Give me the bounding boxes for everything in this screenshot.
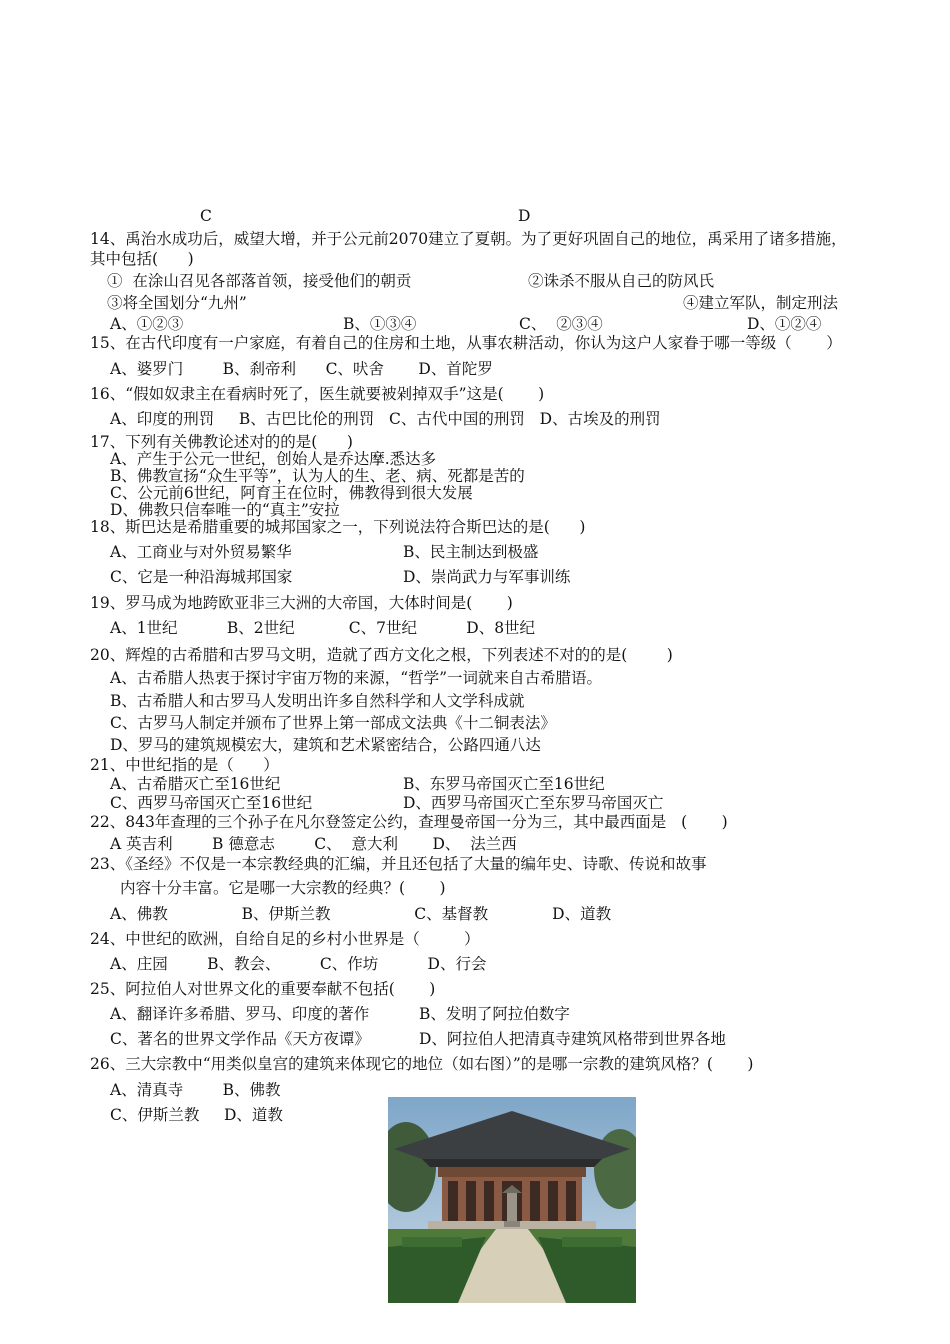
q24-stem: 24、中世纪的欧洲，自给自足的乡村小世界是（ ） (90, 930, 480, 948)
q21-option-a: A、古希腊灭亡至16世纪 (110, 775, 281, 793)
q26-options-row-1: A、清真寺 B、佛教 (110, 1081, 281, 1099)
q21-option-c: C、西罗马帝国灭亡至16世纪 (110, 794, 313, 812)
q20-option-b: B、古希腊人和古罗马人发明出许多自然科学和人文学科成就 (110, 692, 525, 710)
temple-photo (388, 1097, 636, 1303)
q25-stem: 25、阿拉伯人对世界文化的重要奉献不包括( ) (90, 980, 436, 998)
q14-statement-2: ②诛杀不服从自己的防风氏 (528, 272, 715, 290)
q22-options: A 英吉利 B 德意志 C、 意大利 D、 法兰西 (110, 835, 517, 853)
q19-stem: 19、罗马成为地跨欧亚非三大洲的大帝国，大体时间是( ) (90, 594, 513, 612)
q14-statement-1: ① 在涂山召见各部落首领，接受他们的朝贡 (107, 272, 412, 290)
q16-options: A、印度的刑罚 B、古巴比伦的刑罚 C、古代中国的刑罚 D、古埃及的刑罚 (110, 410, 661, 428)
q21-option-b: B、东罗马帝国灭亡至16世纪 (403, 775, 605, 793)
q20-option-c: C、古罗马人制定并颁布了世界上第一部成文法典《十二铜表法》 (110, 714, 556, 732)
q25-option-d: D、阿拉伯人把清真寺建筑风格带到世界各地 (419, 1030, 726, 1048)
q18-option-c: C、它是一种沿海城邦国家 (110, 568, 293, 586)
q26-options-row-2: C、伊斯兰教 D、道教 (110, 1106, 283, 1124)
q22-stem: 22、843年查理的三个孙子在凡尔登签定公约，查理曼帝国一分为三，其中最西面是 ( ) (90, 813, 728, 831)
q25-option-a: A、翻译许多希腊、罗马、印度的著作 (110, 1005, 370, 1023)
q20-option-d: D、罗马的建筑规模宏大，建筑和艺术紧密结合，公路四通八达 (110, 736, 541, 754)
q18-option-b: B、民主制达到极盛 (403, 543, 539, 561)
q14-option-a: A、①②③ (110, 315, 184, 333)
q16-stem: 16、“假如奴隶主在看病时死了，医生就要被剁掉双手”这是( ) (90, 385, 545, 403)
q20-stem: 20、辉煌的古希腊和古罗马文明，造就了西方文化之根，下列表述不对的的是( ) (90, 646, 673, 664)
q26-stem: 26、三大宗教中“用类似皇宫的建筑来体现它的地位（如右图）”的是哪一宗教的建筑风格？( ) (90, 1055, 754, 1073)
q20-option-a: A、古希腊人热衷于探讨宇宙万物的来源，“哲学”一词就来自古希腊语。 (110, 669, 603, 687)
q17-option-b: B、佛教宣扬“众生平等”，认为人的生、老、病、死都是苦的 (110, 467, 525, 485)
q18-option-a: A、工商业与对外贸易繁华 (110, 543, 292, 561)
q21-option-d: D、西罗马帝国灭亡至东罗马帝国灭亡 (403, 794, 664, 812)
option-label-c: C (200, 207, 212, 225)
q23-stem-2: 内容十分丰富。它是哪一大宗教的经典？( ) (120, 879, 446, 897)
q18-stem: 18、斯巴达是希腊重要的城邦国家之一，下列说法符合斯巴达的是( ) (90, 518, 586, 536)
q14-stem: 14、禹治水成功后，威望大增，并于公元前2070建立了夏朝。为了更好巩固自己的地位，禹采用了诸多措施， (90, 230, 847, 248)
q14-stem-2: 其中包括( ) (90, 250, 194, 268)
q21-stem: 21、中世纪指的是（ ） (90, 756, 279, 774)
q24-options: A、庄园 B、教会、 C、作坊 D、行会 (110, 955, 487, 973)
option-label-d: D (518, 207, 531, 225)
q14-option-c: C、 ②③④ (519, 315, 603, 333)
q23-options: A、佛教 B、伊斯兰教 C、基督教 D、道教 (110, 905, 612, 923)
q25-option-b: B、发明了阿拉伯数字 (419, 1005, 570, 1023)
q17-stem: 17、下列有关佛教论述对的的是( ) (90, 433, 353, 451)
q14-option-d: D、①②④ (747, 315, 822, 333)
q14-statement-4: ④建立军队，制定刑法 (683, 294, 839, 312)
q25-option-c: C、著名的世界文学作品《天方夜谭》 (110, 1030, 370, 1048)
q15-stem: 15、在古代印度有一户家庭，有着自己的住房和土地，从事农耕活动，你认为这户人家眷于哪一等级（ ） (90, 334, 842, 352)
q17-option-d: D、佛教只信奉唯一的“真主”安拉 (110, 501, 340, 519)
q17-option-a: A、产生于公元一世纪，创始人是乔达摩.悉达多 (110, 450, 437, 468)
q14-statement-3: ③将全国划分“九州” (107, 294, 247, 312)
q18-option-d: D、崇尚武力与军事训练 (403, 568, 571, 586)
q15-options: A、婆罗门 B、刹帝利 C、吠舍 D、首陀罗 (110, 360, 493, 378)
q14-option-b: B、①③④ (343, 315, 417, 333)
q17-option-c: C、公元前6世纪，阿育王在位时，佛教得到很大发展 (110, 484, 473, 502)
q23-stem: 23、《圣经》不仅是一本宗教经典的汇编，并且还包括了大量的编年史、诗歌、传说和故事 (90, 855, 707, 873)
q19-options: A、1世纪 B、2世纪 C、7世纪 D、8世纪 (110, 619, 536, 637)
